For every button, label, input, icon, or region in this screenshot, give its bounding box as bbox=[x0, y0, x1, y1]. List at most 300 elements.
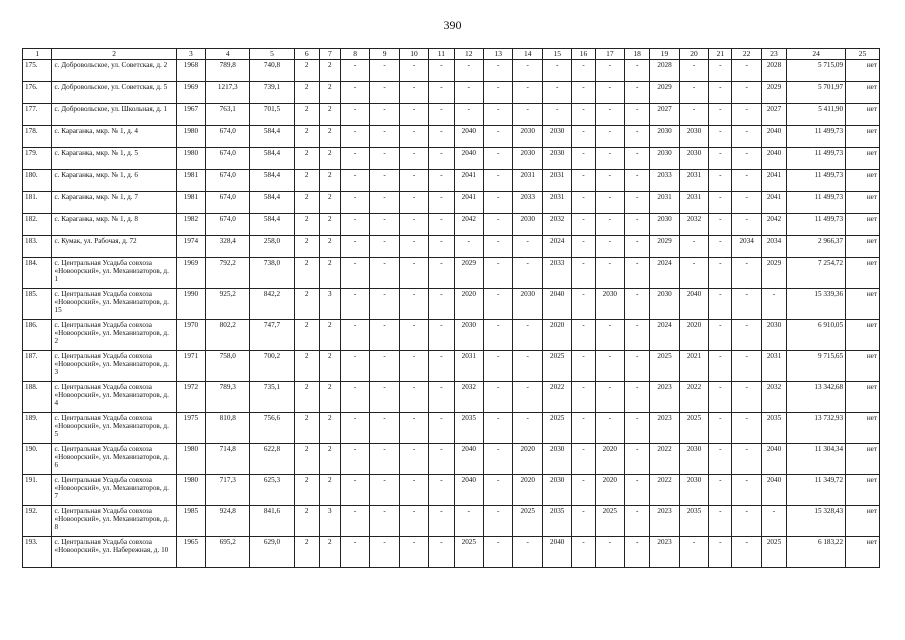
col-9-cell: - bbox=[370, 444, 399, 475]
address-cell: с. Караганка, мкр. № 1, д. 8 bbox=[52, 214, 176, 236]
col-13-cell: - bbox=[484, 148, 513, 170]
col-17-cell: - bbox=[595, 214, 624, 236]
col-21-cell: - bbox=[709, 148, 732, 170]
cost-cell: 11 499,73 bbox=[787, 126, 846, 148]
total-area-cell: 758,0 bbox=[206, 351, 250, 382]
col-17-cell: - bbox=[595, 258, 624, 289]
col-15-cell: 2031 bbox=[542, 192, 571, 214]
address-cell: с. Центральная Усадьба совхоза «Новоорский», ул. Механизаторов, д. 8 bbox=[52, 506, 176, 537]
col-17-cell: - bbox=[595, 382, 624, 413]
floors-cell: 2 bbox=[294, 148, 319, 170]
col-23-cell: 2029 bbox=[761, 258, 786, 289]
col-20-cell: 2030 bbox=[679, 148, 708, 170]
col-12-cell: - bbox=[454, 82, 483, 104]
column-header-12: 12 bbox=[454, 49, 483, 60]
column-header-5: 5 bbox=[250, 49, 294, 60]
col-8-cell: - bbox=[340, 82, 369, 104]
floors-cell: 2 bbox=[294, 537, 319, 568]
address-cell: с. Центральная Усадьба совхоза «Новоорский», ул. Механизаторов, д. 15 bbox=[52, 289, 176, 320]
table-header bbox=[23, 49, 880, 60]
col-9-cell: - bbox=[370, 236, 399, 258]
table-row bbox=[23, 382, 880, 413]
col-14-cell: - bbox=[513, 104, 542, 126]
address-cell: с. Центральная Усадьба совхоза «Новоорский», ул. Набережная, д. 10 bbox=[52, 537, 176, 568]
col-18-cell: - bbox=[625, 444, 650, 475]
col-20-cell: 2025 bbox=[679, 413, 708, 444]
col-21-cell: - bbox=[709, 320, 732, 351]
col-18-cell: - bbox=[625, 351, 650, 382]
address-cell: с. Караганка, мкр. № 1, д. 7 bbox=[52, 192, 176, 214]
col-8-cell: - bbox=[340, 148, 369, 170]
col-14-cell: 2033 bbox=[513, 192, 542, 214]
row-number-cell: 189. bbox=[23, 413, 52, 444]
cost-cell: 5 715,09 bbox=[787, 60, 846, 82]
col-16-cell: - bbox=[572, 475, 595, 506]
col-10-cell: - bbox=[399, 192, 428, 214]
col-22-cell: - bbox=[732, 170, 761, 192]
col-25-cell: нет bbox=[846, 60, 880, 82]
col-18-cell: - bbox=[625, 289, 650, 320]
col-14-cell: - bbox=[513, 258, 542, 289]
col-23-cell: 2041 bbox=[761, 170, 786, 192]
cost-cell: 5 701,97 bbox=[787, 82, 846, 104]
col-15-cell: 2025 bbox=[542, 351, 571, 382]
table-row bbox=[23, 351, 880, 382]
col-11-cell: - bbox=[429, 444, 454, 475]
col-25-cell: нет bbox=[846, 382, 880, 413]
col-16-cell: - bbox=[572, 148, 595, 170]
column-header-13: 13 bbox=[484, 49, 513, 60]
year-built-cell: 1965 bbox=[176, 537, 205, 568]
col-23-cell: 2040 bbox=[761, 148, 786, 170]
cost-cell: 11 499,73 bbox=[787, 148, 846, 170]
col-19-cell: 2031 bbox=[650, 192, 679, 214]
col-22-cell: - bbox=[732, 82, 761, 104]
cost-cell: 5 411,90 bbox=[787, 104, 846, 126]
col-22-cell: - bbox=[732, 214, 761, 236]
col-19-cell: 2030 bbox=[650, 148, 679, 170]
col-21-cell: - bbox=[709, 506, 732, 537]
col-15-cell: 2035 bbox=[542, 506, 571, 537]
col-22-cell: - bbox=[732, 192, 761, 214]
cost-cell: 6 183,22 bbox=[787, 537, 846, 568]
col-19-cell: 2033 bbox=[650, 170, 679, 192]
total-area-cell: 674,0 bbox=[206, 148, 250, 170]
col-10-cell: - bbox=[399, 351, 428, 382]
col-11-cell: - bbox=[429, 258, 454, 289]
table-row bbox=[23, 82, 880, 104]
col-12-cell: - bbox=[454, 236, 483, 258]
col-10-cell: - bbox=[399, 289, 428, 320]
address-cell: с. Центральная Усадьба совхоза «Новоорский», ул. Механизаторов, д. 1 bbox=[52, 258, 176, 289]
col-18-cell: - bbox=[625, 537, 650, 568]
col-20-cell: 2040 bbox=[679, 289, 708, 320]
entrances-cell: 2 bbox=[319, 537, 340, 568]
col-11-cell: - bbox=[429, 82, 454, 104]
cost-cell: 11 304,34 bbox=[787, 444, 846, 475]
living-area-cell: 735,1 bbox=[250, 382, 294, 413]
table-row bbox=[23, 148, 880, 170]
table-row bbox=[23, 475, 880, 506]
col-16-cell: - bbox=[572, 506, 595, 537]
col-14-cell: - bbox=[513, 60, 542, 82]
col-21-cell: - bbox=[709, 236, 732, 258]
col-8-cell: - bbox=[340, 289, 369, 320]
column-header-15: 15 bbox=[542, 49, 571, 60]
living-area-cell: 258,0 bbox=[250, 236, 294, 258]
col-14-cell: 2020 bbox=[513, 475, 542, 506]
year-built-cell: 1967 bbox=[176, 104, 205, 126]
col-23-cell: - bbox=[761, 506, 786, 537]
year-built-cell: 1980 bbox=[176, 148, 205, 170]
col-9-cell: - bbox=[370, 382, 399, 413]
col-14-cell: - bbox=[513, 413, 542, 444]
col-22-cell: - bbox=[732, 289, 761, 320]
col-25-cell: нет bbox=[846, 444, 880, 475]
row-number-cell: 182. bbox=[23, 214, 52, 236]
col-14-cell: 2030 bbox=[513, 214, 542, 236]
col-13-cell: - bbox=[484, 444, 513, 475]
floors-cell: 2 bbox=[294, 236, 319, 258]
address-cell: с. Центральная Усадьба совхоза «Новоорский», ул. Механизаторов, д. 7 bbox=[52, 475, 176, 506]
address-cell: с. Добровольское, ул. Школьная, д. 1 bbox=[52, 104, 176, 126]
living-area-cell: 841,6 bbox=[250, 506, 294, 537]
col-12-cell: 2041 bbox=[454, 192, 483, 214]
col-21-cell: - bbox=[709, 82, 732, 104]
col-18-cell: - bbox=[625, 258, 650, 289]
col-18-cell: - bbox=[625, 170, 650, 192]
cost-cell: 11 499,73 bbox=[787, 214, 846, 236]
year-built-cell: 1980 bbox=[176, 444, 205, 475]
entrances-cell: 2 bbox=[319, 351, 340, 382]
col-14-cell: - bbox=[513, 236, 542, 258]
entrances-cell: 2 bbox=[319, 214, 340, 236]
col-22-cell: - bbox=[732, 444, 761, 475]
table-row bbox=[23, 320, 880, 351]
col-19-cell: 2030 bbox=[650, 289, 679, 320]
living-area-cell: 584,4 bbox=[250, 148, 294, 170]
col-18-cell: - bbox=[625, 148, 650, 170]
col-23-cell: 2041 bbox=[761, 192, 786, 214]
housing-register-table bbox=[22, 48, 880, 568]
col-17-cell: - bbox=[595, 170, 624, 192]
column-header-11: 11 bbox=[429, 49, 454, 60]
col-23-cell: 2040 bbox=[761, 475, 786, 506]
col-17-cell: - bbox=[595, 192, 624, 214]
column-header-7: 7 bbox=[319, 49, 340, 60]
entrances-cell: 2 bbox=[319, 413, 340, 444]
row-number-cell: 180. bbox=[23, 170, 52, 192]
col-20-cell: 2021 bbox=[679, 351, 708, 382]
col-9-cell: - bbox=[370, 126, 399, 148]
col-10-cell: - bbox=[399, 82, 428, 104]
col-17-cell: - bbox=[595, 351, 624, 382]
row-number-cell: 183. bbox=[23, 236, 52, 258]
year-built-cell: 1980 bbox=[176, 126, 205, 148]
col-21-cell: - bbox=[709, 214, 732, 236]
entrances-cell: 3 bbox=[319, 289, 340, 320]
col-20-cell: 2031 bbox=[679, 192, 708, 214]
col-12-cell: 2025 bbox=[454, 537, 483, 568]
cost-cell: 15 339,36 bbox=[787, 289, 846, 320]
floors-cell: 2 bbox=[294, 320, 319, 351]
page-number: 390 bbox=[443, 18, 462, 32]
col-9-cell: - bbox=[370, 413, 399, 444]
entrances-cell: 2 bbox=[319, 170, 340, 192]
row-number-cell: 184. bbox=[23, 258, 52, 289]
col-21-cell: - bbox=[709, 382, 732, 413]
total-area-cell: 674,0 bbox=[206, 214, 250, 236]
col-10-cell: - bbox=[399, 320, 428, 351]
col-22-cell: - bbox=[732, 413, 761, 444]
col-16-cell: - bbox=[572, 170, 595, 192]
col-21-cell: - bbox=[709, 126, 732, 148]
year-built-cell: 1982 bbox=[176, 214, 205, 236]
col-15-cell: 2040 bbox=[542, 289, 571, 320]
entrances-cell: 2 bbox=[319, 104, 340, 126]
col-25-cell: нет bbox=[846, 351, 880, 382]
column-header-1: 1 bbox=[23, 49, 52, 60]
row-number-cell: 187. bbox=[23, 351, 52, 382]
col-8-cell: - bbox=[340, 506, 369, 537]
column-header-16: 16 bbox=[572, 49, 595, 60]
living-area-cell: 584,4 bbox=[250, 170, 294, 192]
col-12-cell: - bbox=[454, 60, 483, 82]
cost-cell: 2 966,37 bbox=[787, 236, 846, 258]
col-16-cell: - bbox=[572, 192, 595, 214]
col-21-cell: - bbox=[709, 413, 732, 444]
address-cell: с. Центральная Усадьба совхоза «Новоорский», ул. Механизаторов, д. 2 bbox=[52, 320, 176, 351]
col-9-cell: - bbox=[370, 104, 399, 126]
col-9-cell: - bbox=[370, 60, 399, 82]
col-19-cell: 2023 bbox=[650, 382, 679, 413]
col-11-cell: - bbox=[429, 170, 454, 192]
living-area-cell: 756,6 bbox=[250, 413, 294, 444]
col-19-cell: 2024 bbox=[650, 258, 679, 289]
col-16-cell: - bbox=[572, 258, 595, 289]
living-area-cell: 739,1 bbox=[250, 82, 294, 104]
col-22-cell: - bbox=[732, 475, 761, 506]
col-8-cell: - bbox=[340, 170, 369, 192]
table-row bbox=[23, 506, 880, 537]
col-13-cell: - bbox=[484, 126, 513, 148]
cost-cell: 13 342,68 bbox=[787, 382, 846, 413]
living-area-cell: 622,8 bbox=[250, 444, 294, 475]
col-16-cell: - bbox=[572, 444, 595, 475]
col-11-cell: - bbox=[429, 351, 454, 382]
living-area-cell: 738,0 bbox=[250, 258, 294, 289]
col-11-cell: - bbox=[429, 214, 454, 236]
col-10-cell: - bbox=[399, 475, 428, 506]
col-15-cell: 2040 bbox=[542, 537, 571, 568]
col-10-cell: - bbox=[399, 537, 428, 568]
col-18-cell: - bbox=[625, 104, 650, 126]
col-14-cell: - bbox=[513, 82, 542, 104]
col-8-cell: - bbox=[340, 320, 369, 351]
entrances-cell: 2 bbox=[319, 382, 340, 413]
year-built-cell: 1990 bbox=[176, 289, 205, 320]
column-header-19: 19 bbox=[650, 49, 679, 60]
col-13-cell: - bbox=[484, 214, 513, 236]
col-17-cell: - bbox=[595, 236, 624, 258]
total-area-cell: 674,0 bbox=[206, 126, 250, 148]
floors-cell: 2 bbox=[294, 60, 319, 82]
table-row bbox=[23, 192, 880, 214]
column-header-18: 18 bbox=[625, 49, 650, 60]
total-area-cell: 674,0 bbox=[206, 170, 250, 192]
col-22-cell: - bbox=[732, 104, 761, 126]
col-8-cell: - bbox=[340, 104, 369, 126]
col-17-cell: 2030 bbox=[595, 289, 624, 320]
total-area-cell: 763,1 bbox=[206, 104, 250, 126]
col-17-cell: - bbox=[595, 148, 624, 170]
table-row bbox=[23, 444, 880, 475]
col-14-cell: - bbox=[513, 351, 542, 382]
column-header-20: 20 bbox=[679, 49, 708, 60]
col-10-cell: - bbox=[399, 60, 428, 82]
year-built-cell: 1974 bbox=[176, 236, 205, 258]
table-row bbox=[23, 258, 880, 289]
col-23-cell: 2027 bbox=[761, 104, 786, 126]
column-header-8: 8 bbox=[340, 49, 369, 60]
row-number-cell: 191. bbox=[23, 475, 52, 506]
col-12-cell: 2040 bbox=[454, 475, 483, 506]
col-10-cell: - bbox=[399, 382, 428, 413]
entrances-cell: 2 bbox=[319, 126, 340, 148]
cost-cell: 11 499,73 bbox=[787, 192, 846, 214]
col-10-cell: - bbox=[399, 258, 428, 289]
entrances-cell: 2 bbox=[319, 236, 340, 258]
total-area-cell: 925,2 bbox=[206, 289, 250, 320]
col-23-cell: 2031 bbox=[761, 351, 786, 382]
col-21-cell: - bbox=[709, 475, 732, 506]
col-20-cell: 2031 bbox=[679, 170, 708, 192]
column-header-3: 3 bbox=[176, 49, 205, 60]
col-18-cell: - bbox=[625, 475, 650, 506]
col-14-cell: 2025 bbox=[513, 506, 542, 537]
col-11-cell: - bbox=[429, 320, 454, 351]
col-15-cell: 2030 bbox=[542, 126, 571, 148]
col-15-cell: 2030 bbox=[542, 475, 571, 506]
col-15-cell: 2030 bbox=[542, 148, 571, 170]
column-header-6: 6 bbox=[294, 49, 319, 60]
total-area-cell: 924,8 bbox=[206, 506, 250, 537]
col-21-cell: - bbox=[709, 351, 732, 382]
total-area-cell: 714,8 bbox=[206, 444, 250, 475]
col-14-cell: 2030 bbox=[513, 126, 542, 148]
col-16-cell: - bbox=[572, 382, 595, 413]
row-number-cell: 176. bbox=[23, 82, 52, 104]
col-16-cell: - bbox=[572, 82, 595, 104]
col-13-cell: - bbox=[484, 104, 513, 126]
col-12-cell: 2040 bbox=[454, 126, 483, 148]
col-23-cell: 2029 bbox=[761, 82, 786, 104]
living-area-cell: 584,4 bbox=[250, 214, 294, 236]
col-20-cell: 2020 bbox=[679, 320, 708, 351]
col-11-cell: - bbox=[429, 506, 454, 537]
col-10-cell: - bbox=[399, 506, 428, 537]
col-8-cell: - bbox=[340, 351, 369, 382]
col-14-cell: 2031 bbox=[513, 170, 542, 192]
col-23-cell: 2025 bbox=[761, 537, 786, 568]
col-14-cell: 2020 bbox=[513, 444, 542, 475]
col-13-cell: - bbox=[484, 382, 513, 413]
table-row bbox=[23, 60, 880, 82]
col-19-cell: 2028 bbox=[650, 60, 679, 82]
col-19-cell: 2023 bbox=[650, 413, 679, 444]
table-body bbox=[23, 60, 880, 568]
entrances-cell: 2 bbox=[319, 192, 340, 214]
col-25-cell: нет bbox=[846, 170, 880, 192]
col-13-cell: - bbox=[484, 289, 513, 320]
col-9-cell: - bbox=[370, 320, 399, 351]
col-20-cell: - bbox=[679, 104, 708, 126]
cost-cell: 11 499,73 bbox=[787, 170, 846, 192]
col-18-cell: - bbox=[625, 126, 650, 148]
table-row bbox=[23, 236, 880, 258]
col-12-cell: 2029 bbox=[454, 258, 483, 289]
col-22-cell: - bbox=[732, 537, 761, 568]
address-cell: с. Добровольское, ул. Советская, д. 2 bbox=[52, 60, 176, 82]
col-25-cell: нет bbox=[846, 148, 880, 170]
col-13-cell: - bbox=[484, 413, 513, 444]
address-cell: с. Караганка, мкр. № 1, д. 5 bbox=[52, 148, 176, 170]
col-16-cell: - bbox=[572, 126, 595, 148]
living-area-cell: 701,5 bbox=[250, 104, 294, 126]
col-12-cell: 2042 bbox=[454, 214, 483, 236]
col-22-cell: - bbox=[732, 382, 761, 413]
col-20-cell: 2035 bbox=[679, 506, 708, 537]
col-17-cell: - bbox=[595, 104, 624, 126]
col-16-cell: - bbox=[572, 413, 595, 444]
year-built-cell: 1985 bbox=[176, 506, 205, 537]
col-8-cell: - bbox=[340, 126, 369, 148]
col-10-cell: - bbox=[399, 126, 428, 148]
col-19-cell: 2023 bbox=[650, 506, 679, 537]
col-17-cell: - bbox=[595, 60, 624, 82]
col-25-cell: нет bbox=[846, 192, 880, 214]
column-number-row bbox=[23, 49, 880, 60]
col-11-cell: - bbox=[429, 104, 454, 126]
col-19-cell: 2030 bbox=[650, 126, 679, 148]
entrances-cell: 2 bbox=[319, 60, 340, 82]
col-9-cell: - bbox=[370, 148, 399, 170]
col-16-cell: - bbox=[572, 537, 595, 568]
year-built-cell: 1969 bbox=[176, 258, 205, 289]
row-number-cell: 178. bbox=[23, 126, 52, 148]
col-13-cell: - bbox=[484, 537, 513, 568]
year-built-cell: 1981 bbox=[176, 192, 205, 214]
floors-cell: 2 bbox=[294, 475, 319, 506]
col-15-cell: 2020 bbox=[542, 320, 571, 351]
total-area-cell: 802,2 bbox=[206, 320, 250, 351]
col-13-cell: - bbox=[484, 236, 513, 258]
col-15-cell: 2033 bbox=[542, 258, 571, 289]
total-area-cell: 695,2 bbox=[206, 537, 250, 568]
col-19-cell: 2025 bbox=[650, 351, 679, 382]
col-22-cell: - bbox=[732, 60, 761, 82]
floors-cell: 2 bbox=[294, 192, 319, 214]
col-13-cell: - bbox=[484, 170, 513, 192]
row-number-cell: 181. bbox=[23, 192, 52, 214]
col-9-cell: - bbox=[370, 506, 399, 537]
column-header-25: 25 bbox=[846, 49, 880, 60]
col-17-cell: - bbox=[595, 126, 624, 148]
col-11-cell: - bbox=[429, 475, 454, 506]
col-18-cell: - bbox=[625, 382, 650, 413]
col-14-cell: 2030 bbox=[513, 289, 542, 320]
floors-cell: 2 bbox=[294, 413, 319, 444]
